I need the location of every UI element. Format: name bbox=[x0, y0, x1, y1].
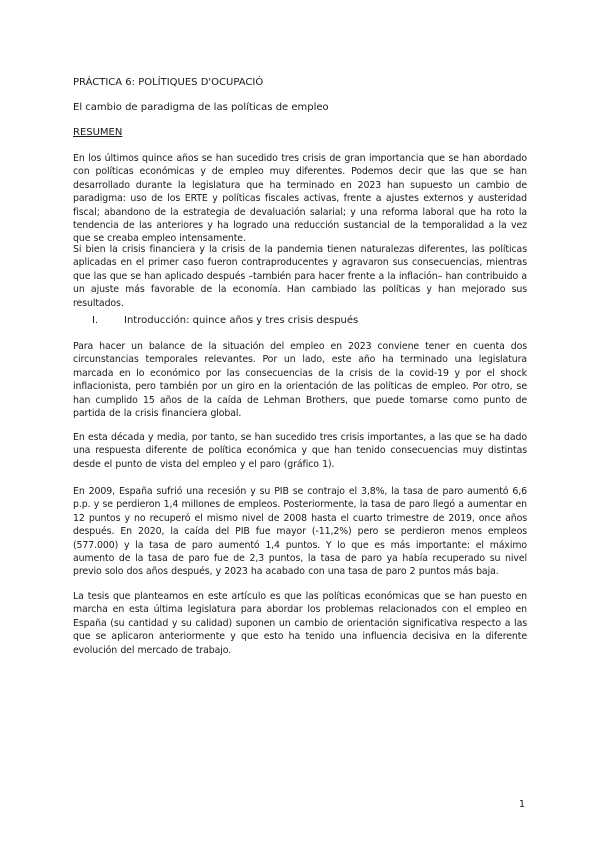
page-number: 1 bbox=[518, 799, 525, 810]
summary-paragraph-1: En los últimos quince años se han sucedido tres crisis de gran importancia que se han abordado con políticas económicas y de empleo muy diferentes. Podemos decir que las que se han desarrollado durante la legislatura que ha terminado en 2023 han supuesto un cambio de paradigma: uso de los ERTE y políticas fiscales activas, frente a ajustes externos y austeridad fiscal; abandono de la estrategia de devaluación salarial; y una reforma laboral que ha roto la tendencia de las anteriores y ha logrado una reducción sustancial de la temporalidad a la vez que se creaba empleo intensamente. bbox=[73, 153, 527, 245]
section-title: Introducción: quince años y tres crisis después bbox=[124, 315, 359, 326]
body-paragraph-3: En 2009, España sufrió una recesión y su PIB se contrajo el 3,8%, la tasa de paro aumentó 6,6 p.p. y se perdieron 1,4 millones de empleos. Posteriormente, la tasa de paro llegó a aumentar en 12 puntos y no recuperó el mismo nivel de 2008 hasta el cuarto trimestre de 2019, once años después. En 2020, la caída del PIB fue mayor (-11,2%) pero se perdieron menos empleos (577.000) y la tasa de paro aumentó 1,4 puntos. Y lo que es más importante: el máximo aumento de la tasa de paro fue de 2,3 puntos, la tasa de paro ya había recuperado su nivel previo solo dos años después, y 2023 ha acabado con una tasa de paro 2 puntos más baja. bbox=[73, 486, 527, 578]
practice-header: PRÁCTICA 6: POLÍTIQUES D'OCUPACIÓ bbox=[73, 77, 264, 88]
body-paragraph-2: En esta década y media, por tanto, se han sucedido tres crisis importantes, a las que se ha dado una respuesta diferente de política económica y que han tenido consecuencias muy distintas desde el punto de vista del empleo y el paro (gráfico 1). bbox=[73, 432, 527, 470]
body-paragraph-1: Para hacer un balance de la situación del empleo en 2023 conviene tener en cuenta dos circunstancias temporales relevantes. Por un lado, este año ha terminado una legislatura marcada en lo económico por las consecuencias de la crisis de la covid-19 y por el shock inflacionista, pero también por un giro en la orientación de las políticas de empleo. Por otro, se han cumplido 15 años de la caída de Lehman Brothers, que puede tomarse como punto de partida de la crisis financiera global. bbox=[73, 341, 527, 420]
body-paragraph-4: La tesis que planteamos en este artículo es que las políticas económicas que se han puesto en marcha en esta última legislatura para abordar los problemas relacionados con el empleo en España (su cantidad y su calidad) suponen un cambio de orientación significativa respecto a las que se aplicaron anteriormente y que esto ha tenido una influencia decisiva en la diferente evolución del mercado de trabajo. bbox=[73, 591, 527, 656]
section-number: I. bbox=[92, 315, 99, 326]
document-title: El cambio de paradigma de las políticas de empleo bbox=[73, 102, 329, 113]
summary-paragraph-2: Si bien la crisis financiera y la crisis de la pandemia tienen naturalezas diferentes, las políticas aplicadas en el primer caso fueron contraproducentes y agravaron sus consecuencias, mientras que las que se han aplicado después –también para hacer frente a la inflación– han contribuido a un ajuste más favorable de la economía. Han cambiado las políticas y han mejorado sus resultados. bbox=[73, 244, 527, 309]
summary-heading: RESUMEN bbox=[73, 127, 123, 138]
